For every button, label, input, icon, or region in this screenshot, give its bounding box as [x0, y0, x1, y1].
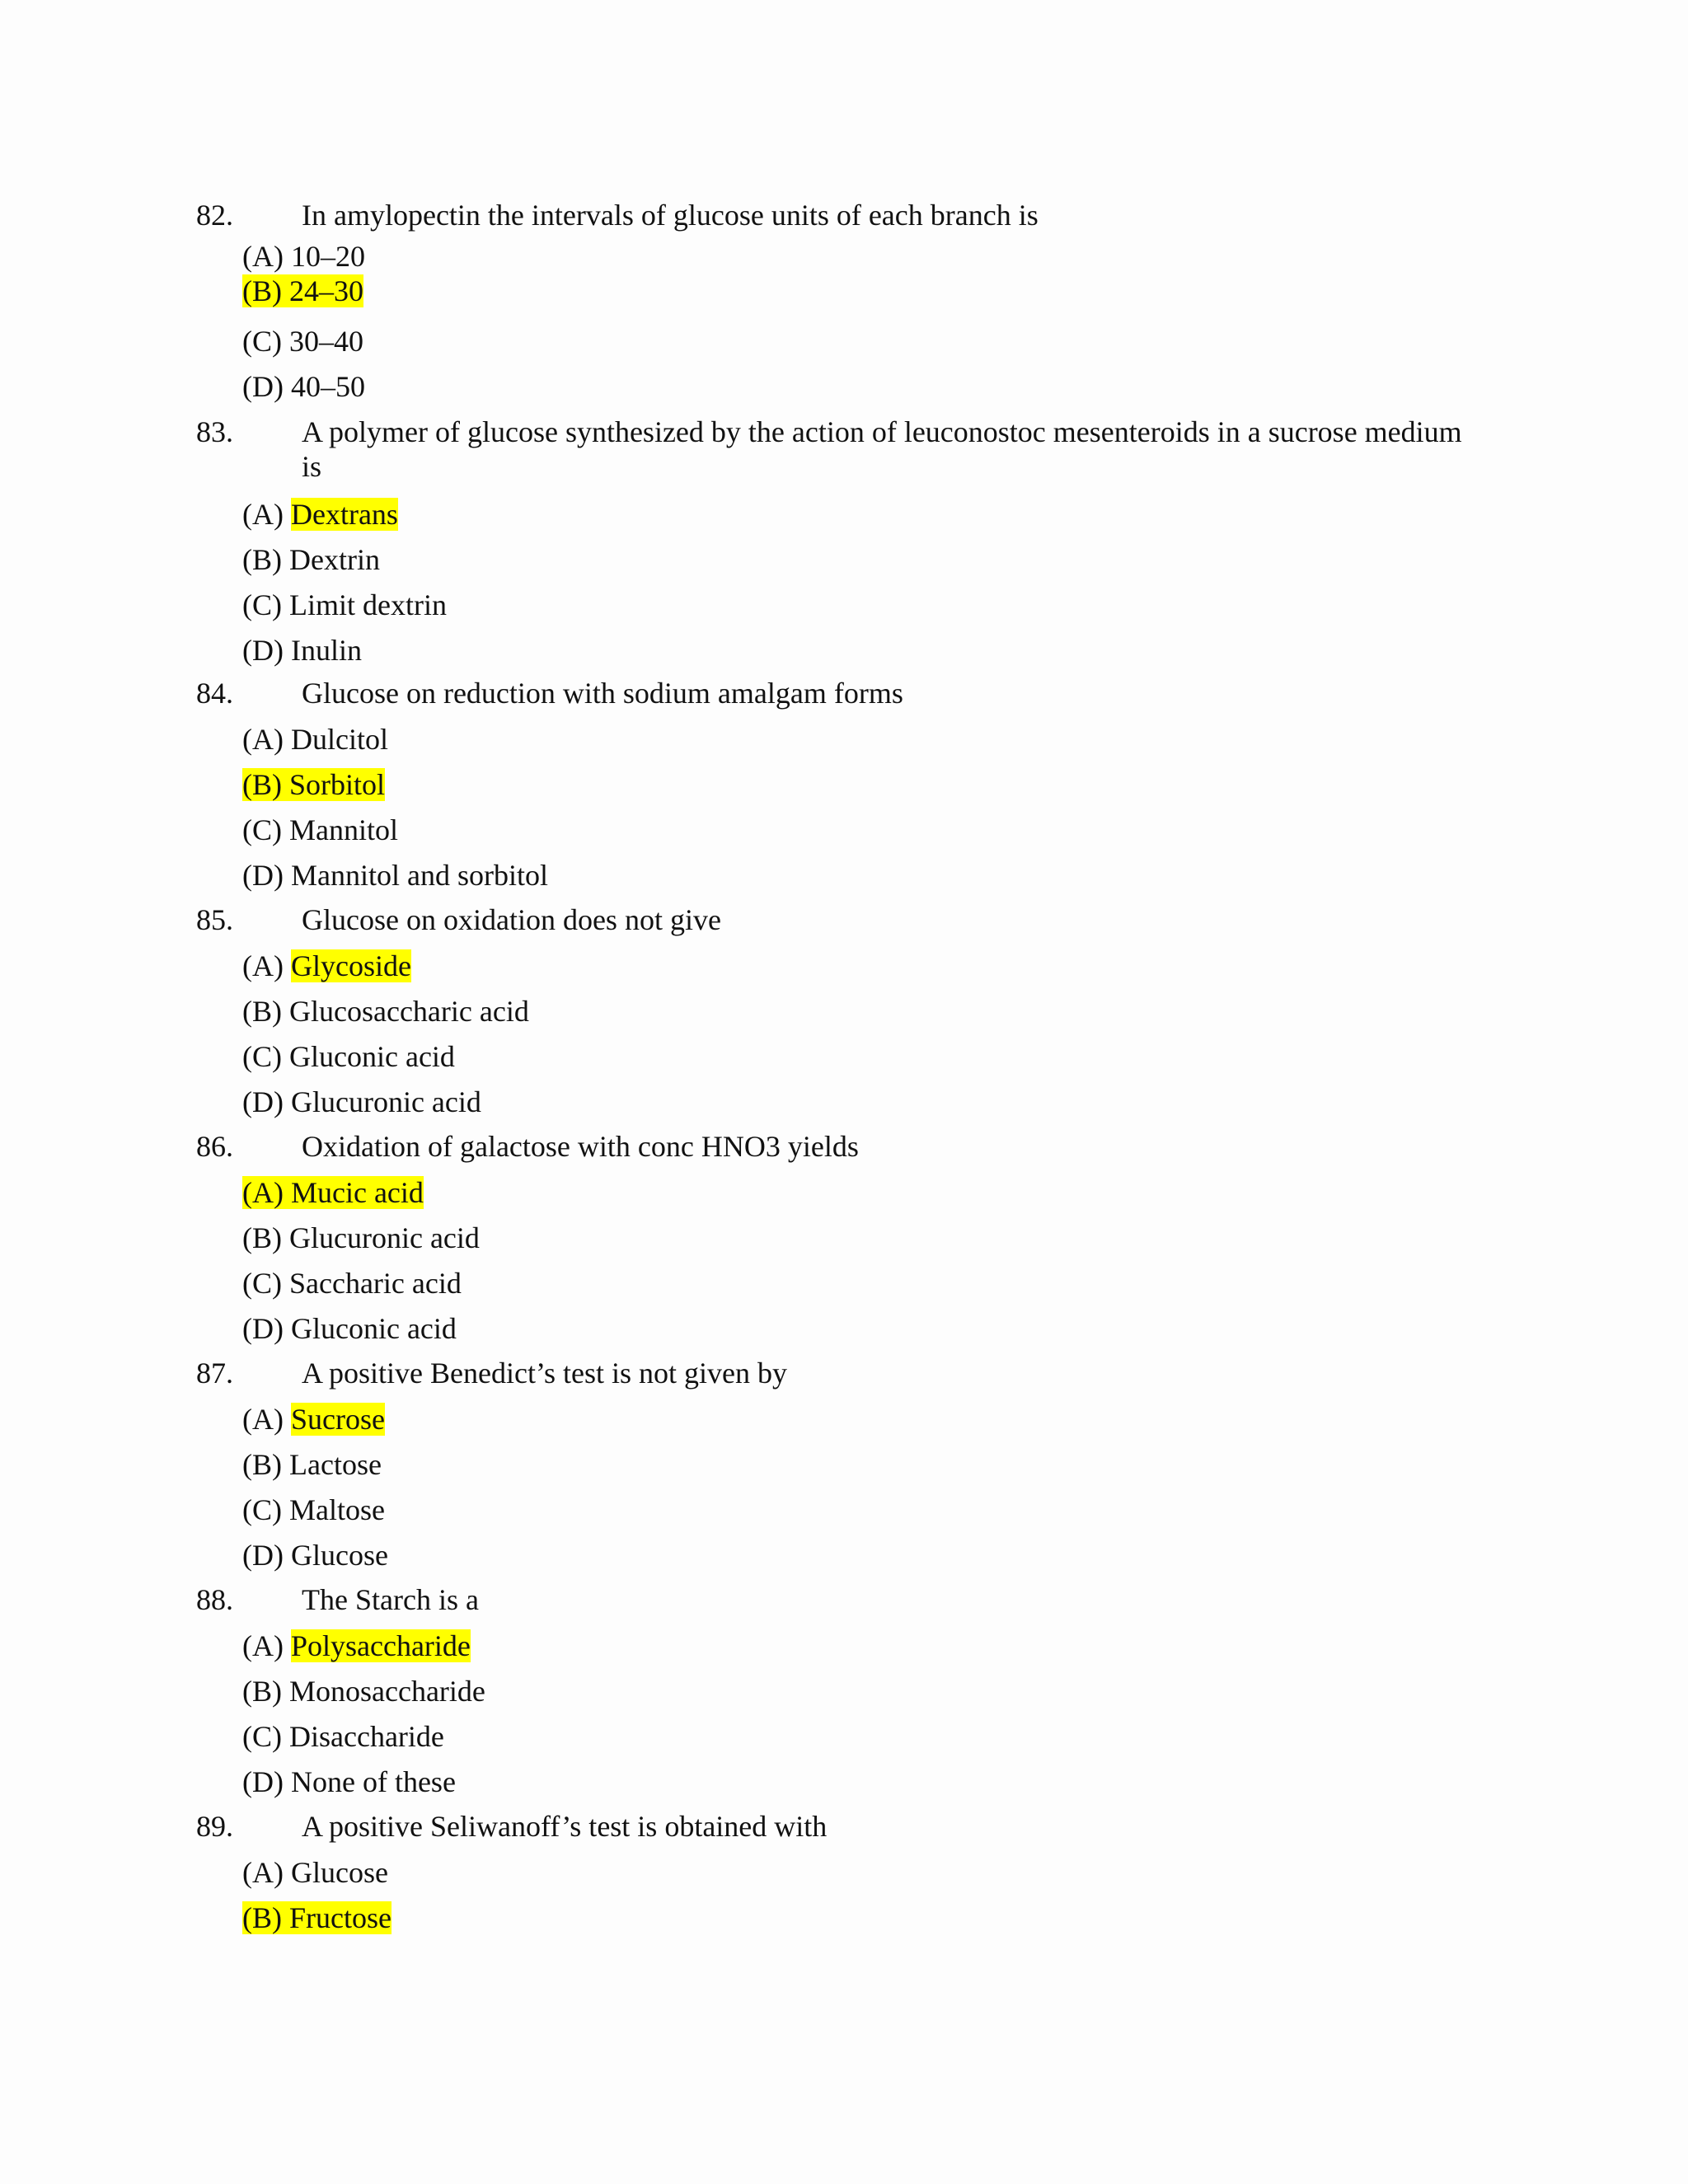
question-number: 82. [196, 199, 233, 232]
option-label: (C) [242, 325, 282, 358]
question-83 [196, 415, 1515, 673]
option-text: Glucose [290, 1539, 388, 1572]
option-text: Dulcitol [290, 723, 388, 756]
option-a [242, 944, 1515, 989]
option-text: Gluconic acid [289, 1040, 455, 1073]
option-text: Maltose [289, 1493, 385, 1526]
question-89 [196, 1809, 1515, 1941]
option-label: (D) [242, 370, 284, 403]
option-label: (C) [242, 1493, 282, 1526]
option-text: Monosaccharide [289, 1675, 485, 1708]
question-84 [196, 676, 1515, 898]
option-text: 40–50 [290, 370, 365, 403]
question-number: 87. [196, 1357, 233, 1390]
question-86 [196, 1129, 1515, 1352]
question-82 [196, 198, 1515, 410]
question-text: Glucose on reduction with sodium amalgam forms [302, 677, 903, 710]
option-list [242, 239, 1515, 410]
question-text: In amylopectin the intervals of glucose units of each branch is [302, 199, 1039, 232]
question-text: A positive Benedict’s test is not given by [302, 1357, 787, 1390]
option-b [242, 762, 1515, 808]
option-text: Sorbitol [289, 768, 386, 801]
option-text: Dextrans [290, 498, 398, 531]
option-text: Glucuronic acid [290, 1085, 481, 1118]
option-d [242, 1533, 1515, 1578]
option-label: (D) [242, 1539, 284, 1572]
option-text: Gluconic acid [290, 1312, 457, 1345]
option-b [242, 1669, 1515, 1714]
option-text: Mucic acid [290, 1176, 424, 1209]
option-a [242, 1624, 1515, 1669]
option-label: (C) [242, 1267, 282, 1300]
option-list [242, 1850, 1515, 1941]
option-c [242, 319, 1515, 364]
option-label: (D) [242, 1085, 284, 1118]
option-text: Glucose [290, 1856, 388, 1889]
option-label: (C) [242, 588, 282, 621]
option-text: Limit dextrin [289, 588, 447, 621]
question-number: 88. [196, 1583, 233, 1616]
option-c [242, 1034, 1515, 1080]
option-a [242, 717, 1515, 762]
question-85 [196, 902, 1515, 1125]
question-88 [196, 1582, 1515, 1805]
option-text: Mannitol [289, 813, 398, 846]
option-list [242, 1624, 1515, 1805]
option-list [242, 1170, 1515, 1352]
option-list [242, 492, 1515, 673]
option-label: (C) [242, 813, 282, 846]
option-label: (B) [242, 543, 282, 576]
option-label: (A) [242, 1856, 284, 1889]
option-text: Inulin [290, 634, 362, 667]
option-label: (B) [242, 1901, 282, 1934]
option-highlight [242, 274, 363, 307]
option-label: (A) [242, 949, 284, 982]
option-c [242, 1261, 1515, 1306]
option-text: Saccharic acid [289, 1267, 462, 1300]
question-text: A positive Seliwanoff’s test is obtained with [302, 1810, 828, 1843]
option-label: (B) [242, 1448, 282, 1481]
option-text: 30–40 [289, 325, 363, 358]
question-text: A polymer of glucose synthesized by the action of leuconostoc mesenteroids in a sucrose medium is [302, 415, 1462, 483]
option-text: Disaccharide [289, 1720, 444, 1753]
option-a [242, 239, 1515, 274]
option-d [242, 1306, 1515, 1352]
option-highlight [242, 768, 385, 801]
option-text: Glycoside [290, 949, 411, 982]
option-d [242, 364, 1515, 410]
option-b [242, 1216, 1515, 1261]
question-number: 89. [196, 1810, 233, 1843]
option-b [242, 537, 1515, 583]
option-b [242, 1442, 1515, 1488]
question-text: Glucose on oxidation does not give [302, 903, 721, 936]
option-label: (B) [242, 274, 282, 307]
option-list [242, 944, 1515, 1125]
option-a [242, 1397, 1515, 1442]
option-text: 24–30 [289, 274, 363, 307]
option-label: (A) [242, 1176, 284, 1209]
question-text: Oxidation of galactose with conc HNO3 yields [302, 1130, 859, 1163]
option-d [242, 1080, 1515, 1125]
option-d [242, 628, 1515, 673]
option-label: (A) [242, 723, 284, 756]
option-label: (D) [242, 1765, 284, 1798]
option-label: (C) [242, 1720, 282, 1753]
option-c [242, 1714, 1515, 1760]
option-text: Polysaccharide [290, 1629, 471, 1662]
option-text: Glucosaccharic acid [289, 995, 529, 1028]
option-text: Mannitol and sorbitol [290, 859, 548, 892]
option-c [242, 808, 1515, 853]
option-text: Lactose [289, 1448, 382, 1481]
option-label: (D) [242, 859, 284, 892]
option-b [242, 1896, 1515, 1941]
question-number: 86. [196, 1130, 233, 1163]
question-number: 84. [196, 677, 233, 710]
option-text: None of these [290, 1765, 456, 1798]
question-number: 85. [196, 903, 233, 936]
option-text: Dextrin [289, 543, 380, 576]
option-d [242, 1760, 1515, 1805]
option-label: (D) [242, 634, 284, 667]
option-label: (A) [242, 240, 284, 273]
option-text: 10–20 [290, 240, 365, 273]
option-c [242, 1488, 1515, 1533]
option-d [242, 853, 1515, 898]
question-number: 83. [196, 415, 233, 448]
option-highlight [242, 1176, 424, 1209]
option-text: Glucuronic acid [289, 1221, 480, 1254]
option-label: (A) [242, 1629, 284, 1662]
option-a [242, 1170, 1515, 1216]
option-text: Sucrose [290, 1403, 385, 1436]
question-text: The Starch is a [302, 1583, 479, 1616]
option-label: (A) [242, 498, 284, 531]
question-87 [196, 1356, 1515, 1578]
option-b [242, 274, 1515, 319]
option-list [242, 1397, 1515, 1578]
option-label: (B) [242, 1675, 282, 1708]
option-a [242, 1850, 1515, 1896]
option-label: (B) [242, 1221, 282, 1254]
option-label: (D) [242, 1312, 284, 1345]
option-highlight [242, 1901, 392, 1934]
option-label: (C) [242, 1040, 282, 1073]
option-label: (B) [242, 768, 282, 801]
option-a [242, 492, 1515, 537]
option-label: (B) [242, 995, 282, 1028]
option-text: Fructose [289, 1901, 392, 1934]
option-label: (A) [242, 1403, 284, 1436]
option-c [242, 583, 1515, 628]
option-b [242, 989, 1515, 1034]
option-list [242, 717, 1515, 898]
